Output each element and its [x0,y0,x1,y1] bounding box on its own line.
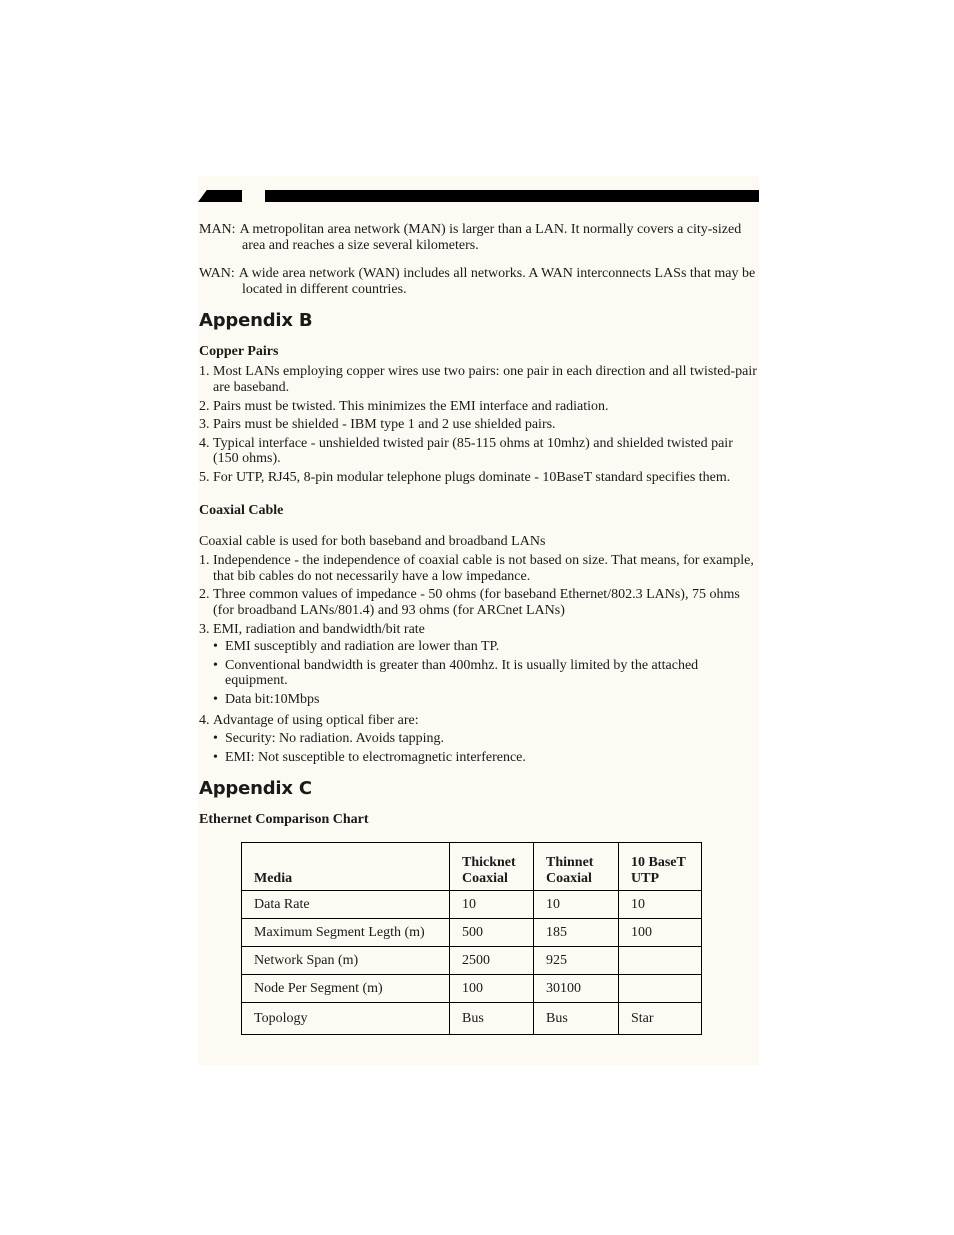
coaxial-intro: Coaxial cable is used for both baseband and broadband LANs [199,533,546,549]
bullet-text: Conventional bandwidth is greater than 400mhz. It is usually limited by the attached equipment. [225,657,699,689]
column-header-media: Media [242,843,450,891]
column-header-thinnet: Thinnet Coaxial [534,843,619,891]
bullet-list [213,639,757,707]
document-body [199,222,757,1035]
table-cell: 500 [450,919,534,947]
item-body [213,713,757,768]
coaxial-cable-heading: Coaxial Cable [199,502,284,518]
table-cell: 100 [619,919,702,947]
table-cell: 100 [450,975,534,1003]
header-bar-right [265,190,759,202]
item-number: 2. [199,587,210,603]
table-row [242,891,702,919]
list-item [199,417,757,433]
table-cell: 2500 [450,947,534,975]
table-cell: 30100 [534,975,619,1003]
list-item [199,399,757,415]
item-number: 1. [199,553,210,569]
table-cell: Topology [242,1003,450,1035]
bullet-item [213,731,757,747]
appendix-c-title: Appendix C [199,778,312,800]
table-cell: 10 [450,891,534,919]
list-item [199,436,757,467]
list-item [199,470,757,486]
bullet-icon: • [213,749,218,765]
item-number: 4. [199,435,210,451]
table-cell: Data Rate [242,891,450,919]
bullet-text: EMI susceptibly and radiation are lower than TP. [225,639,500,655]
table-cell [619,947,702,975]
list-item [199,713,757,768]
table-header-row [242,843,702,891]
list-item [199,587,757,618]
item-number: 1. [199,364,210,380]
bullet-text: Data bit:10Mbps [225,691,320,707]
item-text: Advantage of using optical fiber are: [213,713,419,729]
item-text: Most LANs employing copper wires use two pairs: one pair in each direction and all twisted-pair are baseband. [213,364,757,395]
bullet-icon: • [213,639,218,655]
coaxial-list [199,553,757,768]
item-text: Pairs must be twisted. This minimizes the EMI interface and radiation. [213,398,609,414]
item-number: 4. [199,713,210,729]
table-cell: Star [619,1003,702,1035]
bullet-item [213,692,757,708]
bullet-list [213,731,757,765]
item-number: 2. [199,398,210,414]
table-cell: Node Per Segment (m) [242,975,450,1003]
item-body [213,622,757,711]
list-item [199,364,757,395]
table-cell: Bus [450,1003,534,1035]
item-text: For UTP, RJ45, 8-pin modular telephone plugs dominate - 10BaseT standard specifies them. [213,469,731,485]
definition-man [199,222,757,253]
appendix-b-title: Appendix B [199,310,313,332]
item-text: Independence - the independence of coaxial cable is not based on size. That means, for example, that bib cables do not necessarily have a low impedance. [213,553,754,584]
table-cell: Bus [534,1003,619,1035]
list-item [199,622,757,711]
bullet-icon: • [213,657,218,673]
table-row [242,947,702,975]
definition-term: WAN: [199,266,235,282]
bullet-text: EMI: Not susceptible to electromagnetic interference. [225,749,526,765]
item-text: EMI, radiation and bandwidth/bit rate [213,621,425,637]
item-number: 3. [199,417,210,433]
bullet-item [213,639,757,655]
item-text: Typical interface - unshielded twisted pair (85-115 ohms at 10mhz) and shielded twisted pair (150 ohms). [213,435,733,467]
table-cell: 10 [619,891,702,919]
table-row [242,919,702,947]
table-row [242,1003,702,1035]
bullet-icon: • [213,691,218,707]
column-header-10baset: 10 BaseT UTP [619,843,702,891]
column-header-thicknet: Thicknet Coaxial [450,843,534,891]
bullet-text: Security: No radiation. Avoids tapping. [225,731,445,747]
ethernet-comparison-table [241,842,702,1035]
table-cell: Maximum Segment Legth (m) [242,919,450,947]
table-cell: 185 [534,919,619,947]
table-row [242,975,702,1003]
bullet-item [213,750,757,766]
definition-wan [199,266,757,297]
item-number: 3. [199,621,210,637]
table-cell: 925 [534,947,619,975]
item-text: Three common values of impedance - 50 ohms (for baseband Ethernet/802.3 LANs), 75 ohms (for broadband LANs/801.4) and 93 ohms (for ARCnet LANs) [213,587,740,618]
bullet-item [213,658,757,689]
ethernet-table-wrapper [241,842,757,1035]
bullet-icon: • [213,731,218,747]
ethernet-chart-heading: Ethernet Comparison Chart [199,812,369,828]
table-cell: Network Span (m) [242,947,450,975]
item-number: 5. [199,469,210,485]
copper-pairs-heading: Copper Pairs [199,344,279,360]
item-text: Pairs must be shielded - IBM type 1 and 2 use shielded pairs. [213,417,556,433]
table-cell: 10 [534,891,619,919]
table-cell [619,975,702,1003]
definition-text: A metropolitan area network (MAN) is larger than a LAN. It normally covers a city-sized area and reaches a size several kilometers. [239,222,742,253]
definition-term: MAN: [199,222,236,237]
definition-text: A wide area network (WAN) includes all networks. A WAN interconnects LASs that may be located in different countries. [238,266,756,297]
copper-pairs-list [199,364,757,485]
list-item [199,553,757,584]
